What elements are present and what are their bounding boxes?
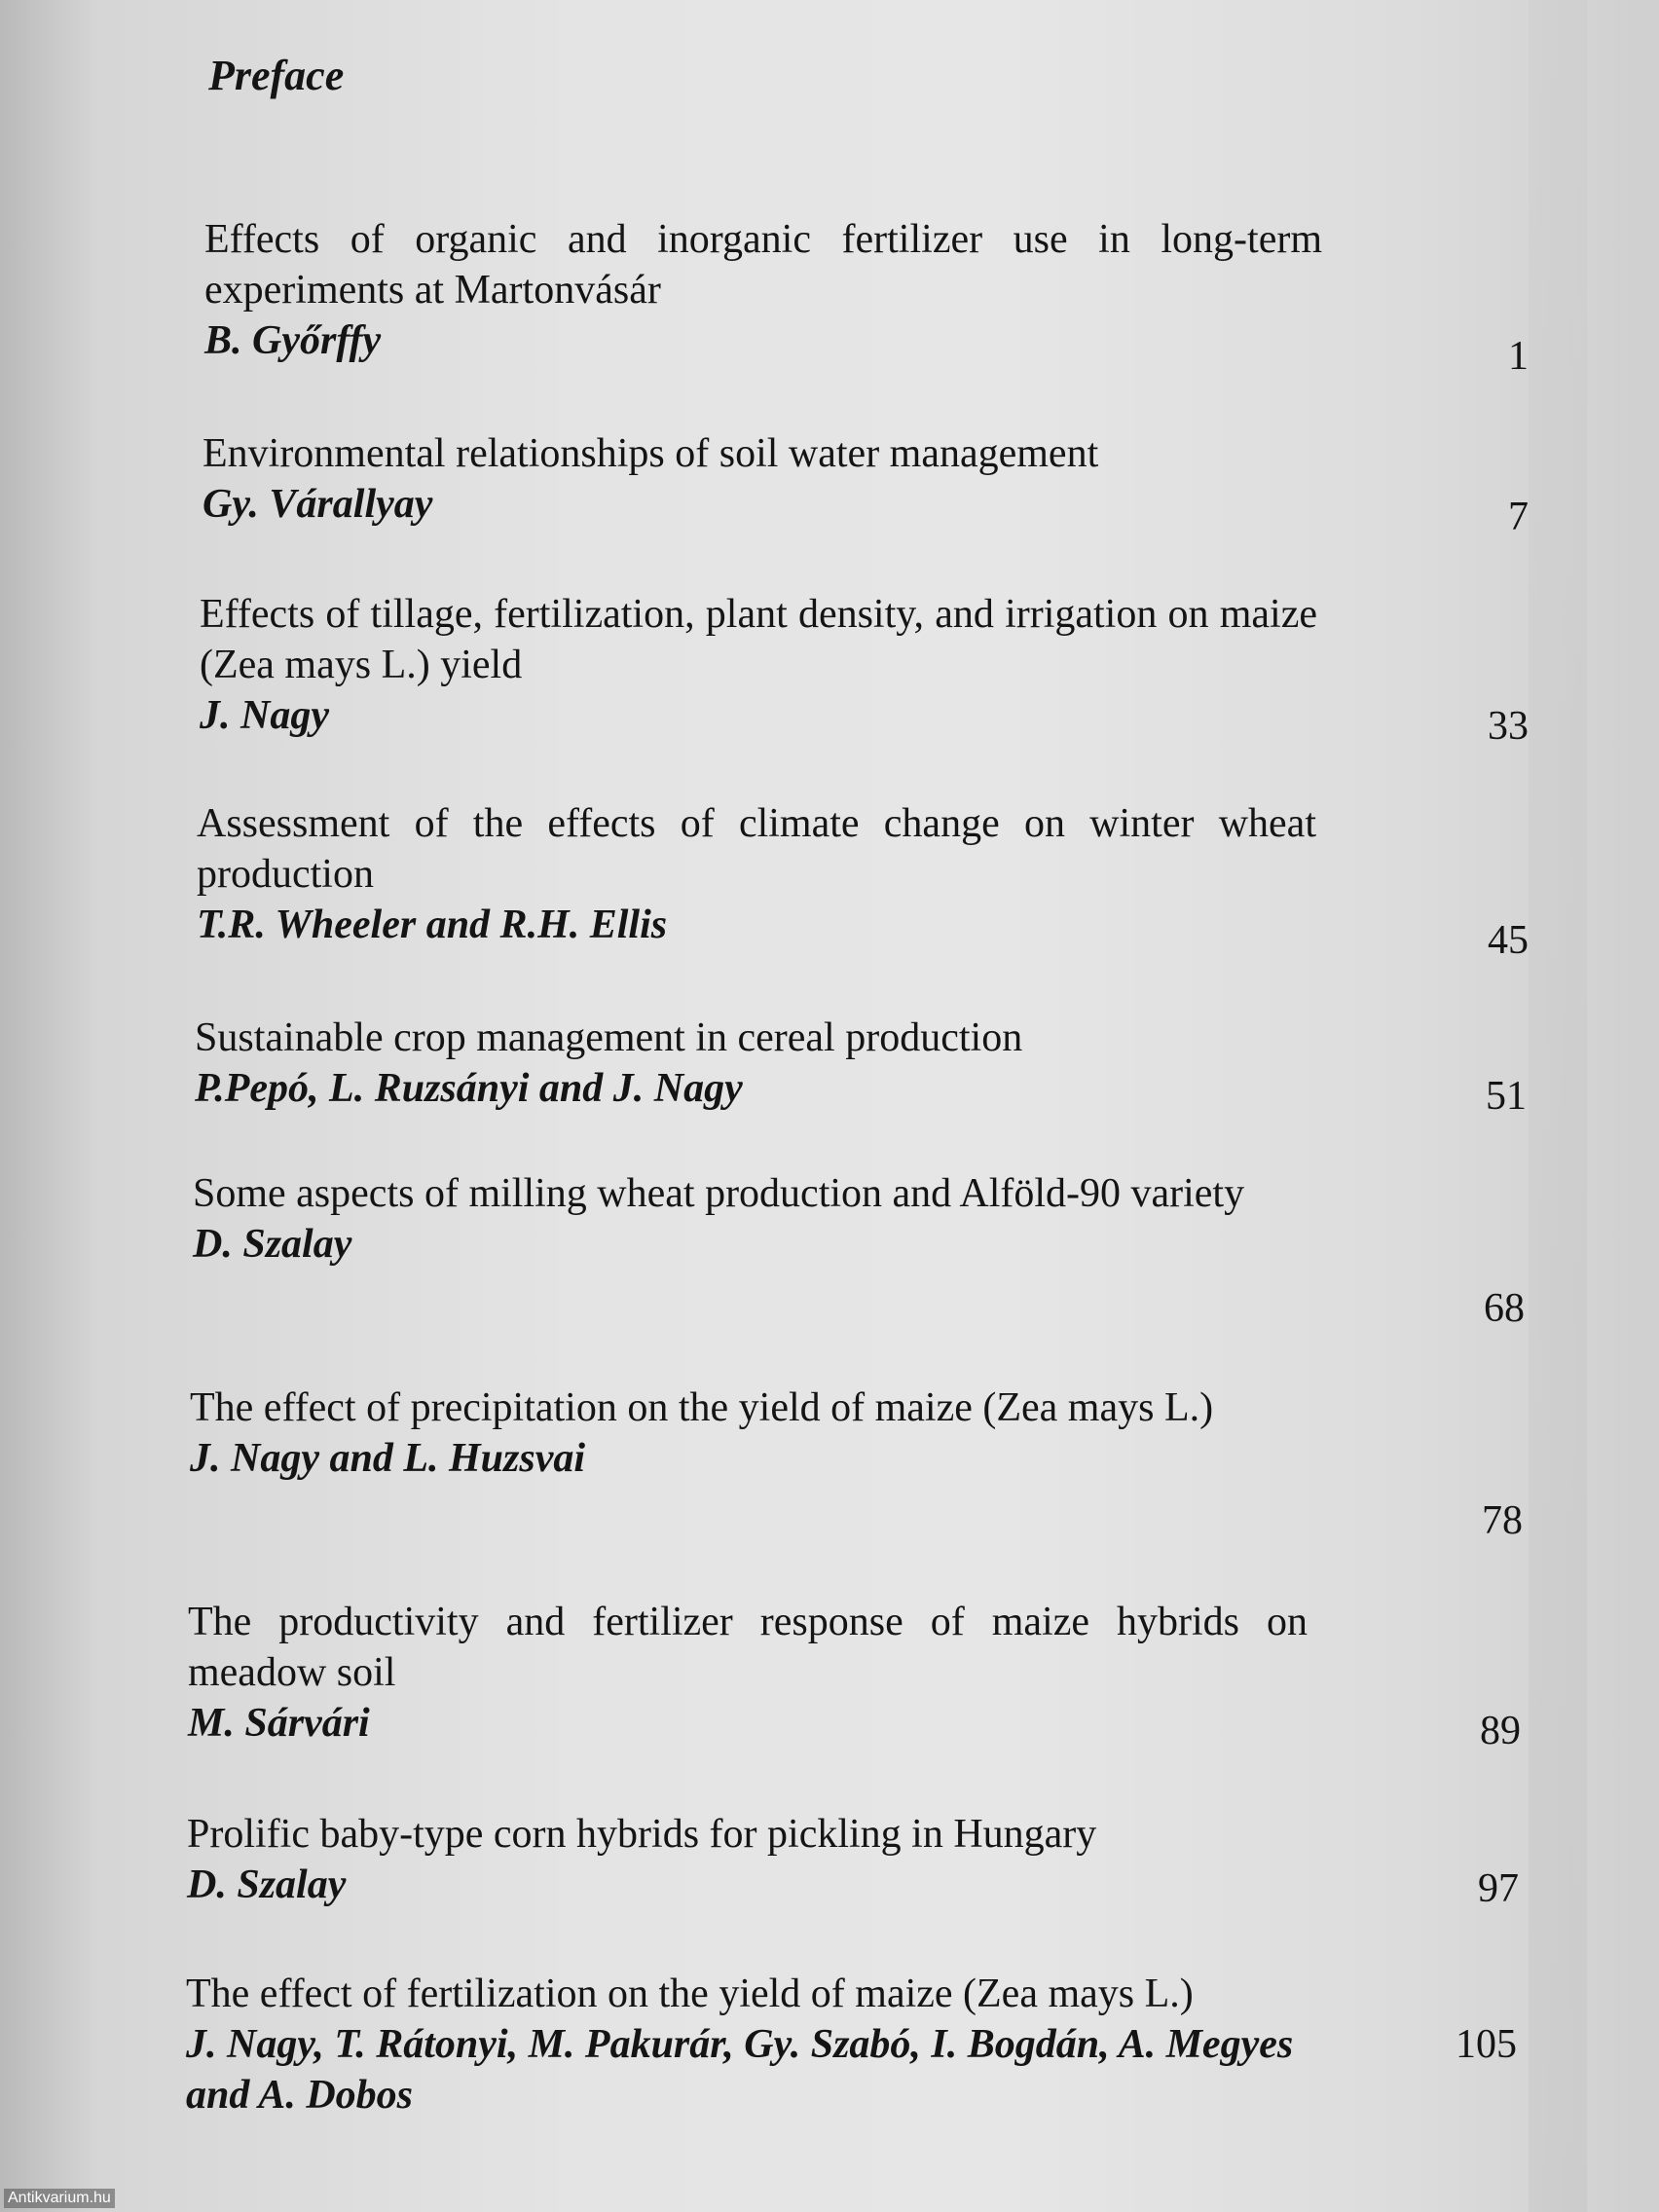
entry-authors: J. Nagy — [200, 693, 329, 738]
entry-authors: T.R. Wheeler and R.H. Ellis — [197, 903, 668, 947]
entry-page-number: 97 — [1478, 1866, 1519, 1911]
entry-page-number: 33 — [1488, 704, 1529, 749]
toc-entry — [200, 589, 1317, 741]
entry-title: Sustainable crop management in cereal production — [195, 1015, 1023, 1060]
toc-entry — [203, 428, 1322, 530]
entry-page-number: 7 — [1508, 495, 1529, 539]
toc-entry — [188, 1597, 1308, 1749]
entry-page-number: 78 — [1482, 1498, 1523, 1543]
entry-title: The effect of fertilization on the yield of maize (Zea mays L.) — [186, 1972, 1194, 2016]
entry-title: Effects of tillage, fertilization, plant density, and irrigation on maize (Zea mays L.) yield — [200, 592, 1317, 687]
entry-title: Prolific baby-type corn hybrids for pickling in Hungary — [187, 1812, 1097, 1857]
entry-authors: P.Pepó, L. Ruzsányi and J. Nagy — [195, 1066, 743, 1111]
site-watermark: Antikvarium.hu — [4, 2189, 115, 2208]
page-shadow — [1529, 0, 1587, 2212]
entry-authors: J. Nagy, T. Rátonyi, M. Pakurár, Gy. Szabó, I. Bogdán, A. Megyes and A. Dobos — [186, 2022, 1294, 2118]
toc-entry — [193, 1168, 1310, 1270]
entry-title: The effect of precipitation on the yield of maize (Zea mays L.) — [190, 1385, 1214, 1430]
entry-title: Effects of organic and inorganic fertilizer use in long-term experiments at Martonvásár — [204, 217, 1322, 313]
entry-page-number: 68 — [1484, 1286, 1525, 1331]
toc-entry — [187, 1809, 1307, 1910]
entry-title: The productivity and fertilizer response of maize hybrids on meadow soil — [188, 1600, 1308, 1695]
entry-page-number: 1 — [1508, 334, 1529, 379]
entry-page-number: 105 — [1456, 2022, 1517, 2067]
entry-authors: M. Sárvári — [188, 1701, 370, 1746]
toc-entry — [204, 214, 1322, 366]
preface-heading: Preface — [208, 52, 345, 99]
entry-title: Assessment of the effects of climate change on winter wheat production — [197, 801, 1316, 897]
entry-authors: D. Szalay — [193, 1222, 352, 1267]
toc-entry — [190, 1382, 1309, 1484]
entry-authors: Gy. Várallyay — [203, 482, 433, 527]
entry-authors: B. Győrffy — [204, 318, 382, 363]
toc-entry — [186, 1969, 1306, 2120]
entry-authors: D. Szalay — [187, 1862, 347, 1907]
toc-entry — [195, 1013, 1314, 1114]
entry-authors: J. Nagy and L. Huzsvai — [190, 1436, 586, 1481]
entry-page-number: 45 — [1488, 918, 1529, 963]
entry-title: Environmental relationships of soil water management — [203, 431, 1099, 476]
toc-entry — [197, 798, 1316, 950]
entry-page-number: 89 — [1480, 1709, 1521, 1753]
entry-title: Some aspects of milling wheat production and Alföld-90 variety — [193, 1171, 1245, 1216]
entry-page-number: 51 — [1486, 1074, 1527, 1119]
